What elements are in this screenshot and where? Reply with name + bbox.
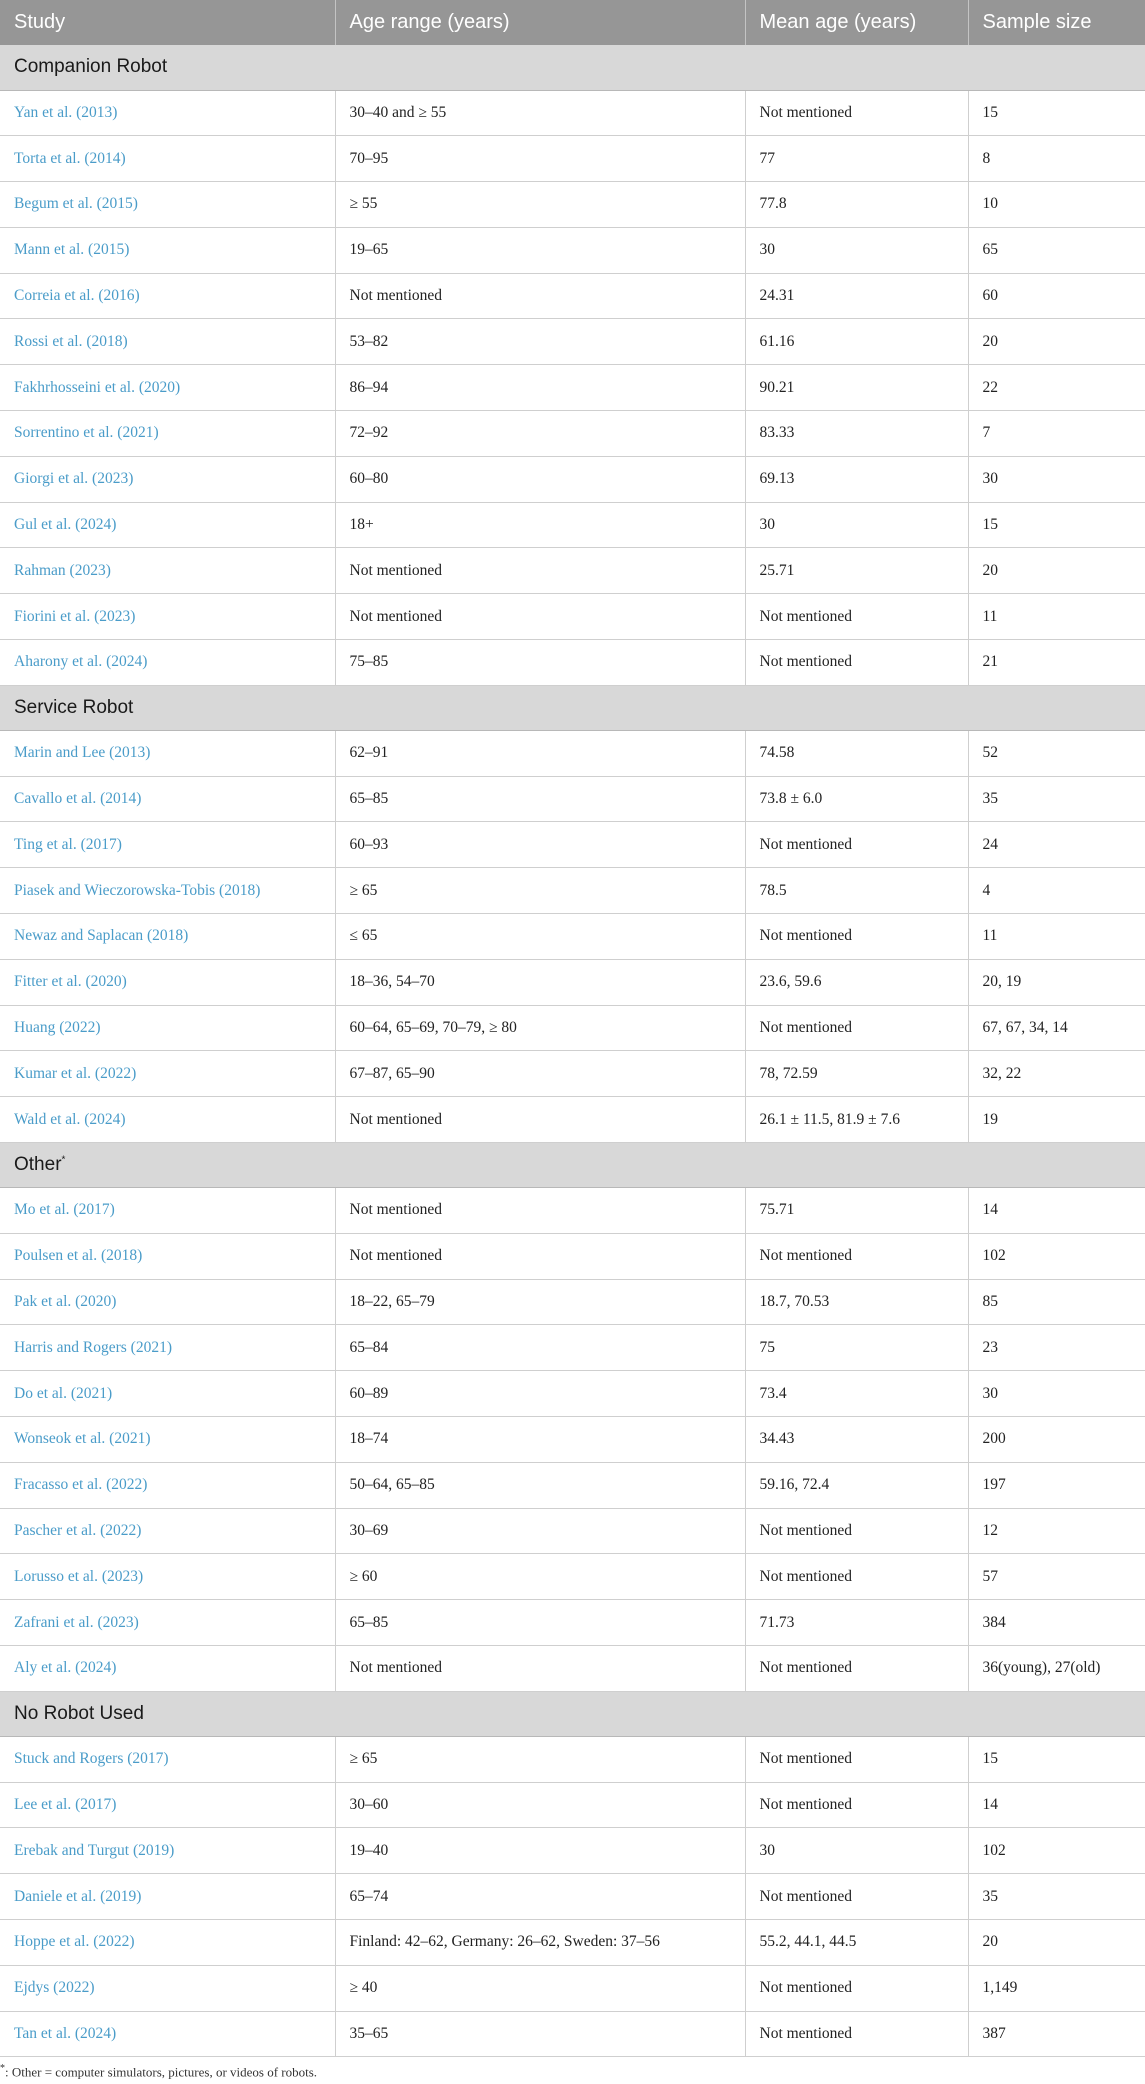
study-cell[interactable]: Rahman (2023) [0,548,335,594]
sample-size-cell: 32, 22 [968,1051,1145,1097]
header-mean-age: Mean age (years) [745,0,968,45]
mean-age-cell: Not mentioned [745,1233,968,1279]
mean-age-cell: 73.4 [745,1371,968,1417]
sample-size-cell: 30 [968,456,1145,502]
mean-age-cell: 73.8 ± 6.0 [745,776,968,822]
table-row [0,1874,1145,1920]
age-range-cell: 18+ [335,502,745,548]
header-study: Study [0,0,335,45]
age-range-cell: 18–74 [335,1417,745,1463]
sample-size-cell: 22 [968,365,1145,411]
sample-size-cell: 20 [968,1919,1145,1965]
mean-age-cell: Not mentioned [745,1965,968,2011]
sample-size-cell: 19 [968,1097,1145,1143]
section-title [0,685,1145,730]
mean-age-cell: Not mentioned [745,90,968,136]
mean-age-cell: Not mentioned [745,594,968,640]
study-cell[interactable]: Fitter et al. (2020) [0,959,335,1005]
sample-size-cell: 23 [968,1325,1145,1371]
table-row [0,776,1145,822]
table-row [0,1371,1145,1417]
age-range-cell: 19–40 [335,1828,745,1874]
study-cell[interactable]: Ting et al. (2017) [0,822,335,868]
mean-age-cell: 55.2, 44.1, 44.5 [745,1919,968,1965]
mean-age-cell: 30 [745,1828,968,1874]
age-range-cell: 30–40 and ≥ 55 [335,90,745,136]
study-cell[interactable]: Hoppe et al. (2022) [0,1919,335,1965]
sample-size-cell: 15 [968,90,1145,136]
sample-size-cell: 20 [968,319,1145,365]
sample-size-cell: 35 [968,776,1145,822]
study-cell[interactable]: Sorrentino et al. (2021) [0,411,335,457]
mean-age-cell: 90.21 [745,365,968,411]
age-range-cell: Not mentioned [335,594,745,640]
sample-size-cell: 30 [968,1371,1145,1417]
mean-age-cell: 77.8 [745,182,968,228]
mean-age-cell: 25.71 [745,548,968,594]
table-row [0,1233,1145,1279]
mean-age-cell: 77 [745,136,968,182]
mean-age-cell: 83.33 [745,411,968,457]
age-range-cell: 18–22, 65–79 [335,1279,745,1325]
sample-size-cell: 60 [968,273,1145,319]
table-row [0,1828,1145,1874]
sample-size-cell: 52 [968,730,1145,776]
table-row [0,1188,1145,1234]
age-range-cell: 65–74 [335,1874,745,1920]
mean-age-cell: Not mentioned [745,1554,968,1600]
study-cell[interactable]: Piasek and Wieczorowska-Tobis (2018) [0,868,335,914]
mean-age-cell: Not mentioned [745,1736,968,1782]
study-cell[interactable]: Aharony et al. (2024) [0,640,335,686]
table-row [0,273,1145,319]
sample-size-cell: 102 [968,1828,1145,1874]
footnote [0,2063,317,2080]
sample-size-cell: 384 [968,1600,1145,1646]
study-cell[interactable]: Gul et al. (2024) [0,502,335,548]
table-row [0,959,1145,1005]
study-cell[interactable]: Pak et al. (2020) [0,1279,335,1325]
table-row [0,365,1145,411]
table-row [0,182,1145,228]
sample-size-cell: 35 [968,1874,1145,1920]
mean-age-cell: Not mentioned [745,1782,968,1828]
study-cell[interactable]: Do et al. (2021) [0,1371,335,1417]
study-cell[interactable]: Tan et al. (2024) [0,2011,335,2057]
table-row [0,1279,1145,1325]
age-range-cell: Finland: 42–62, Germany: 26–62, Sweden: 37–56 [335,1919,745,1965]
age-range-cell: Not mentioned [335,548,745,594]
study-cell[interactable]: Erebak and Turgut (2019) [0,1828,335,1874]
mean-age-cell: Not mentioned [745,1005,968,1051]
study-cell[interactable]: Cavallo et al. (2014) [0,776,335,822]
section-title-marker: * [61,1154,66,1166]
study-cell[interactable]: Yan et al. (2013) [0,90,335,136]
age-range-cell: 30–69 [335,1508,745,1554]
table-row [0,1005,1145,1051]
study-cell[interactable]: Giorgi et al. (2023) [0,456,335,502]
table-row [0,90,1145,136]
table-row [0,1965,1145,2011]
table-row [0,1462,1145,1508]
table-row [0,1554,1145,1600]
study-cell[interactable]: Stuck and Rogers (2017) [0,1736,335,1782]
mean-age-cell: Not mentioned [745,640,968,686]
header-sample-size: Sample size [968,0,1145,45]
study-cell[interactable]: Aly et al. (2024) [0,1646,335,1692]
sample-size-cell: 102 [968,1233,1145,1279]
table-row [0,227,1145,273]
mean-age-cell: 59.16, 72.4 [745,1462,968,1508]
header-row [0,0,1145,45]
table-row [0,502,1145,548]
mean-age-cell: 74.58 [745,730,968,776]
table-row [0,914,1145,960]
age-range-cell: ≥ 40 [335,1965,745,2011]
age-range-cell: ≥ 65 [335,868,745,914]
age-range-cell: 53–82 [335,319,745,365]
mean-age-cell: 18.7, 70.53 [745,1279,968,1325]
age-range-cell: Not mentioned [335,1188,745,1234]
study-cell[interactable]: Wald et al. (2024) [0,1097,335,1143]
sample-size-cell: 10 [968,182,1145,228]
study-cell[interactable]: Lee et al. (2017) [0,1782,335,1828]
age-range-cell: 18–36, 54–70 [335,959,745,1005]
table-row [0,456,1145,502]
mean-age-cell: 26.1 ± 11.5, 81.9 ± 7.6 [745,1097,968,1143]
footnote-marker: * [0,2063,5,2074]
mean-age-cell: 78.5 [745,868,968,914]
age-range-cell: 60–89 [335,1371,745,1417]
study-cell[interactable]: Correia et al. (2016) [0,273,335,319]
mean-age-cell: Not mentioned [745,1874,968,1920]
table-row [0,1646,1145,1692]
age-range-cell: 19–65 [335,227,745,273]
study-cell[interactable]: Marin and Lee (2013) [0,730,335,776]
sample-size-cell: 200 [968,1417,1145,1463]
study-cell[interactable]: Mann et al. (2015) [0,227,335,273]
section-row [0,685,1145,730]
mean-age-cell: 61.16 [745,319,968,365]
table-row [0,411,1145,457]
study-cell[interactable]: Harris and Rogers (2021) [0,1325,335,1371]
age-range-cell: 67–87, 65–90 [335,1051,745,1097]
age-range-cell: 50–64, 65–85 [335,1462,745,1508]
table-row [0,1508,1145,1554]
table-row [0,730,1145,776]
sample-size-cell: 20 [968,548,1145,594]
sample-size-cell: 15 [968,502,1145,548]
section-title-text: No Robot Used [14,1702,144,1724]
study-cell[interactable]: Wonseok et al. (2021) [0,1417,335,1463]
table-row [0,548,1145,594]
sample-size-cell: 65 [968,227,1145,273]
section-title [0,45,1145,90]
table-row [0,2011,1145,2057]
mean-age-cell: 23.6, 59.6 [745,959,968,1005]
table-row [0,1097,1145,1143]
table-row [0,1736,1145,1782]
section-row [0,1143,1145,1188]
age-range-cell: 60–64, 65–69, 70–79, ≥ 80 [335,1005,745,1051]
header-age-range: Age range (years) [335,0,745,45]
study-cell[interactable]: Daniele et al. (2019) [0,1874,335,1920]
mean-age-cell: Not mentioned [745,914,968,960]
age-range-cell: 75–85 [335,640,745,686]
footnote-text: : Other = computer simulators, pictures, or videos of robots. [5,2064,318,2080]
section-title [0,1143,1145,1188]
age-range-cell: 62–91 [335,730,745,776]
age-range-cell: 60–80 [335,456,745,502]
age-range-cell: ≥ 65 [335,1736,745,1782]
age-range-cell: 70–95 [335,136,745,182]
mean-age-cell: Not mentioned [745,822,968,868]
age-range-cell: Not mentioned [335,1233,745,1279]
mean-age-cell: 30 [745,227,968,273]
table-row [0,1782,1145,1828]
age-range-cell: 72–92 [335,411,745,457]
mean-age-cell: 24.31 [745,273,968,319]
section-row [0,45,1145,90]
sample-size-cell: 1,149 [968,1965,1145,2011]
section-title-text: Service Robot [14,696,134,718]
mean-age-cell: 75.71 [745,1188,968,1234]
table-row [0,1051,1145,1097]
table-row [0,1600,1145,1646]
age-range-cell: ≥ 55 [335,182,745,228]
study-cell[interactable]: Pascher et al. (2022) [0,1508,335,1554]
mean-age-cell: Not mentioned [745,2011,968,2057]
sample-size-cell: 57 [968,1554,1145,1600]
section-row [0,1691,1145,1736]
sample-size-cell: 67, 67, 34, 14 [968,1005,1145,1051]
table-row [0,594,1145,640]
mean-age-cell: 69.13 [745,456,968,502]
table-row [0,868,1145,914]
study-cell[interactable]: Torta et al. (2014) [0,136,335,182]
mean-age-cell: 71.73 [745,1600,968,1646]
table-body [0,45,1145,2057]
study-cell[interactable]: Rossi et al. (2018) [0,319,335,365]
age-range-cell: Not mentioned [335,273,745,319]
table-row [0,822,1145,868]
study-cell[interactable]: Newaz and Saplacan (2018) [0,914,335,960]
table-row [0,1919,1145,1965]
study-cell[interactable]: Poulsen et al. (2018) [0,1233,335,1279]
study-cell[interactable]: Zafrani et al. (2023) [0,1600,335,1646]
age-range-cell: 30–60 [335,1782,745,1828]
sample-size-cell: 21 [968,640,1145,686]
study-cell[interactable]: Ejdys (2022) [0,1965,335,2011]
mean-age-cell: 30 [745,502,968,548]
mean-age-cell: 34.43 [745,1417,968,1463]
mean-age-cell: 78, 72.59 [745,1051,968,1097]
mean-age-cell: 75 [745,1325,968,1371]
study-cell[interactable]: Lorusso et al. (2023) [0,1554,335,1600]
sample-size-cell: 7 [968,411,1145,457]
age-range-cell: ≤ 65 [335,914,745,960]
table-row [0,136,1145,182]
section-title-text: Other [14,1154,62,1176]
sample-size-cell: 15 [968,1736,1145,1782]
age-range-cell: 86–94 [335,365,745,411]
section-title [0,1691,1145,1736]
sample-size-cell: 8 [968,136,1145,182]
table-row [0,1325,1145,1371]
study-cell[interactable]: Huang (2022) [0,1005,335,1051]
study-cell[interactable]: Begum et al. (2015) [0,182,335,228]
age-range-cell: Not mentioned [335,1097,745,1143]
study-cell[interactable]: Fakhrhosseini et al. (2020) [0,365,335,411]
table-row [0,1417,1145,1463]
sample-size-cell: 4 [968,868,1145,914]
sample-size-cell: 36(young), 27(old) [968,1646,1145,1692]
sample-size-cell: 11 [968,914,1145,960]
sample-size-cell: 14 [968,1782,1145,1828]
study-cell[interactable]: Kumar et al. (2022) [0,1051,335,1097]
age-range-cell: ≥ 60 [335,1554,745,1600]
age-range-cell: 60–93 [335,822,745,868]
sample-size-cell: 12 [968,1508,1145,1554]
sample-size-cell: 11 [968,594,1145,640]
section-title-text: Companion Robot [14,56,168,78]
mean-age-cell: Not mentioned [745,1646,968,1692]
sample-size-cell: 20, 19 [968,959,1145,1005]
age-range-cell: 65–84 [335,1325,745,1371]
study-cell[interactable]: Mo et al. (2017) [0,1188,335,1234]
study-cell[interactable]: Fracasso et al. (2022) [0,1462,335,1508]
age-range-cell: 65–85 [335,776,745,822]
mean-age-cell: Not mentioned [745,1508,968,1554]
sample-size-cell: 14 [968,1188,1145,1234]
age-range-cell: 35–65 [335,2011,745,2057]
sample-size-cell: 24 [968,822,1145,868]
sample-size-cell: 85 [968,1279,1145,1325]
table-row [0,319,1145,365]
age-range-cell: Not mentioned [335,1646,745,1692]
table-row [0,640,1145,686]
sample-size-cell: 197 [968,1462,1145,1508]
sample-size-cell: 387 [968,2011,1145,2057]
age-range-cell: 65–85 [335,1600,745,1646]
study-cell[interactable]: Fiorini et al. (2023) [0,594,335,640]
